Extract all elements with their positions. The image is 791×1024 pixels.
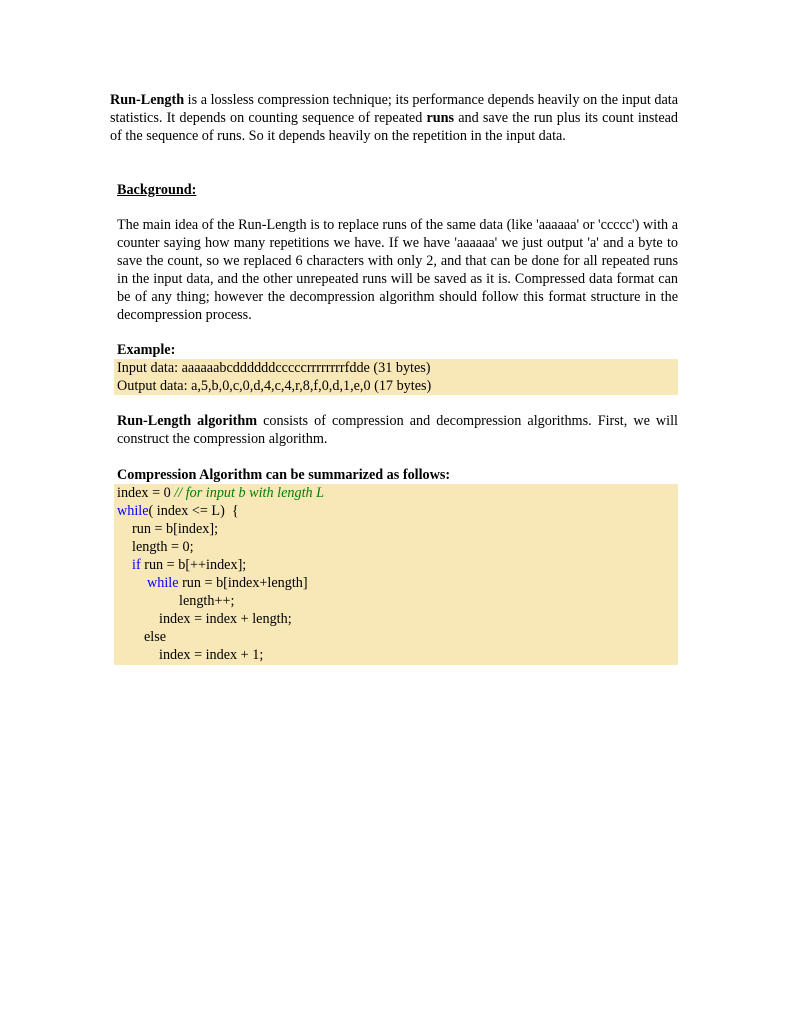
compression-heading-text: Compression Algorithm can be summarized as follows: [117, 467, 451, 483]
background-paragraph: The main idea of the Run-Length is to replace runs of the same data (like 'aaaaaa' or 'ccccc') with a counter saying how many repetitions we have. If we have 'aaaaaa' we just output 'a' and a byte to save the count, so we replaced 6 characters with only 2, and that can be done for all repeated runs in the input data, and the other unrepeated runs will be saved as it is. Compressed data format can be of any thing; however the decompression algorithm should follow this format structure in the decompression process. [117, 217, 678, 323]
code-text: run = b[++index]; [140, 557, 247, 573]
intro-text-1: is a lossless compression technique; its performance depends heavily on the input data statistics. It depends on counting sequence of repeated [110, 92, 678, 126]
example-input: Input data: aaaaaabcddddddcccccrrrrrrrrfdde (31 bytes) [114, 359, 678, 377]
code-keyword: if [132, 557, 141, 573]
code-line-5 [117, 556, 678, 574]
algorithm-text: consists of compression and decompression algorithms. First, we will construct the compression algorithm. [117, 413, 678, 447]
intro-runs: runs [426, 110, 455, 126]
example-heading-text: Example: [117, 342, 176, 358]
background-heading-text: Background: [117, 182, 197, 198]
algorithm-paragraph [117, 412, 678, 448]
code-comment: // for input b with length L [174, 485, 325, 501]
example-heading [117, 341, 678, 359]
code-line-6 [117, 574, 678, 592]
intro-term: Run-Length [110, 92, 185, 108]
code-line-3: run = b[index]; [132, 521, 219, 537]
code-keyword: while [117, 503, 149, 519]
code-line-1 [117, 484, 678, 502]
code-line-10: index = index + 1; [159, 647, 264, 663]
code-keyword: while [147, 575, 179, 591]
algorithm-term: Run-Length algorithm [117, 413, 258, 429]
code-text: index = 0 [117, 485, 175, 501]
compression-block [117, 466, 678, 665]
code-line-8: index = index + length; [159, 611, 292, 627]
example-output: Output data: a,5,b,0,c,0,d,4,c,4,r,8,f,0,d,1,e,0 (17 bytes) [114, 377, 678, 395]
compression-heading [117, 466, 678, 484]
code-line-9: else [144, 629, 167, 645]
code-line-4: length = 0; [132, 539, 194, 555]
code-line-7: length++; [179, 593, 235, 609]
intro-text-2: and save the run plus its count instead of the sequence of runs. So it depends heavily on the repetition in the input data. [110, 110, 679, 144]
code-block [114, 484, 678, 665]
intro-paragraph [110, 91, 678, 145]
code-text: run = b[index+length] [178, 575, 308, 591]
background-heading [117, 181, 678, 199]
code-text: ( index <= L) { [148, 503, 239, 519]
example-block [117, 341, 678, 395]
code-line-2 [117, 502, 678, 520]
